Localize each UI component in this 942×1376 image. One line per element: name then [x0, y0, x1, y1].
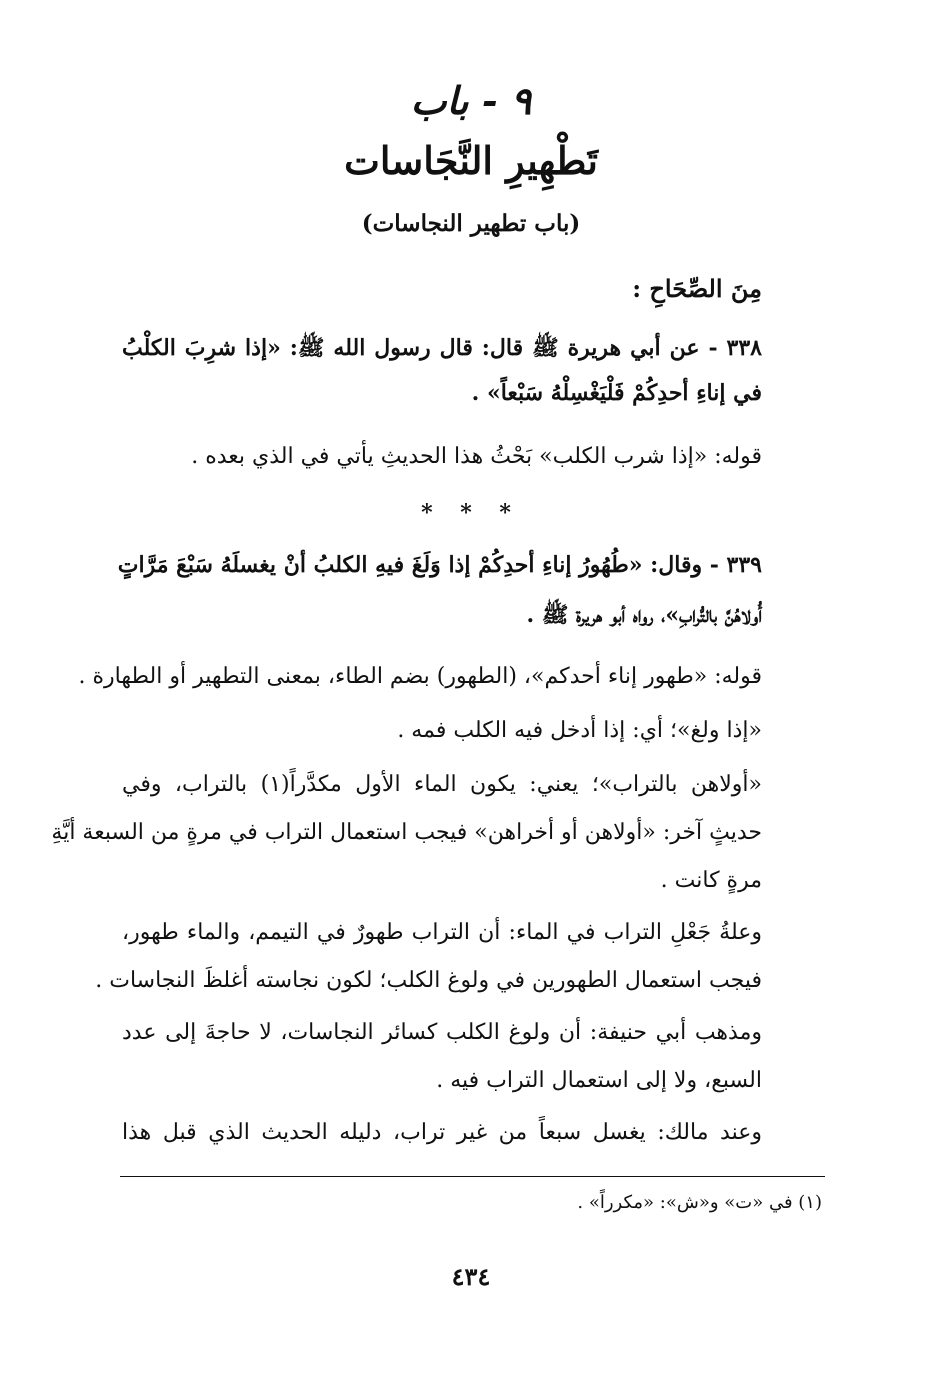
- paragraph-line: فيجب استعمال الطهورين في ولوغ الكلب؛ لكون نجاسته أغلظَ النجاسات .: [95, 968, 762, 993]
- paragraph-line: مرةٍ كانت .: [660, 868, 762, 893]
- section-label: مِنَ الصِّحَاحِ :: [632, 274, 762, 303]
- chapter-subtitle: (باب تطهير النجاسات): [361, 210, 581, 237]
- section-separator: * * *: [421, 500, 521, 526]
- footnote-divider: [120, 1176, 825, 1177]
- paragraph-line: السبع، ولا إلى استعمال التراب فيه .: [436, 1068, 762, 1093]
- paragraph-line: وعند مالك: يغسل سبعاً من غير تراب، دليله الحديث الذي قبل هذا: [122, 1120, 762, 1145]
- hadith-339-line-2: أُولاهُنَّ بالتُّرابِ»، رواه أبو هريرة ﷺ .: [526, 602, 762, 628]
- paragraph-line: ومذهب أبي حنيفة: أن ولوغ الكلب كسائر النجاسات، لا حاجةَ إلى عدد: [122, 1020, 762, 1045]
- hadith-339-line-1: ٣٣٩ - وقال: «طُهُورُ إناءِ أحدِكُمْ إذا وَلَغَ فيهِ الكلبُ أنْ يغسلَهُ سَبْعَ مَرَّاتٍ: [117, 552, 762, 578]
- hadith-338-line-1: ٣٣٨ - عن أبي هريرة ﷺ قال: قال رسول الله ﷺ: «إذا شرِبَ الكلْبُ: [122, 335, 762, 361]
- footnote: (١) في «ت» و«ش»: «مكرراً» .: [577, 1192, 822, 1213]
- page-number: ٤٣٤: [451, 1262, 491, 1291]
- chapter-title: تَطْهِيرِ النَّجَاسات: [344, 138, 598, 183]
- chapter-number: ٩ - باب: [410, 78, 532, 123]
- paragraph-line: وعلةُ جَعْلِ التراب في الماء: أن التراب طهورٌ في التيمم، والماء طهور،: [122, 920, 762, 945]
- paragraph-line: «إذا ولغ»؛ أي: إذا أدخل فيه الكلب فمه .: [397, 718, 762, 743]
- comment-338: قوله: «إذا شرب الكلب» بَحْثُ هذا الحديثِ يأتي في الذي بعده .: [191, 444, 762, 469]
- hadith-338-line-2: في إناءِ أحدِكُمْ فَلْيَغْسِلْهُ سَبْعاً» .: [471, 380, 762, 406]
- paragraph-line: «أولاهن بالتراب»؛ يعني: يكون الماء الأول مكدَّراً(١) بالتراب، وفي: [122, 772, 762, 797]
- paragraph-line: حديثٍ آخر: «أولاهن أو أخراهن» فيجب استعمال التراب في مرةٍ من السبعة أيَّةِ: [51, 820, 762, 845]
- paragraph-line: قوله: «طهور إناء أحدكم»، (الطهور) بضم الطاء، بمعنى التطهير أو الطهارة .: [78, 664, 762, 689]
